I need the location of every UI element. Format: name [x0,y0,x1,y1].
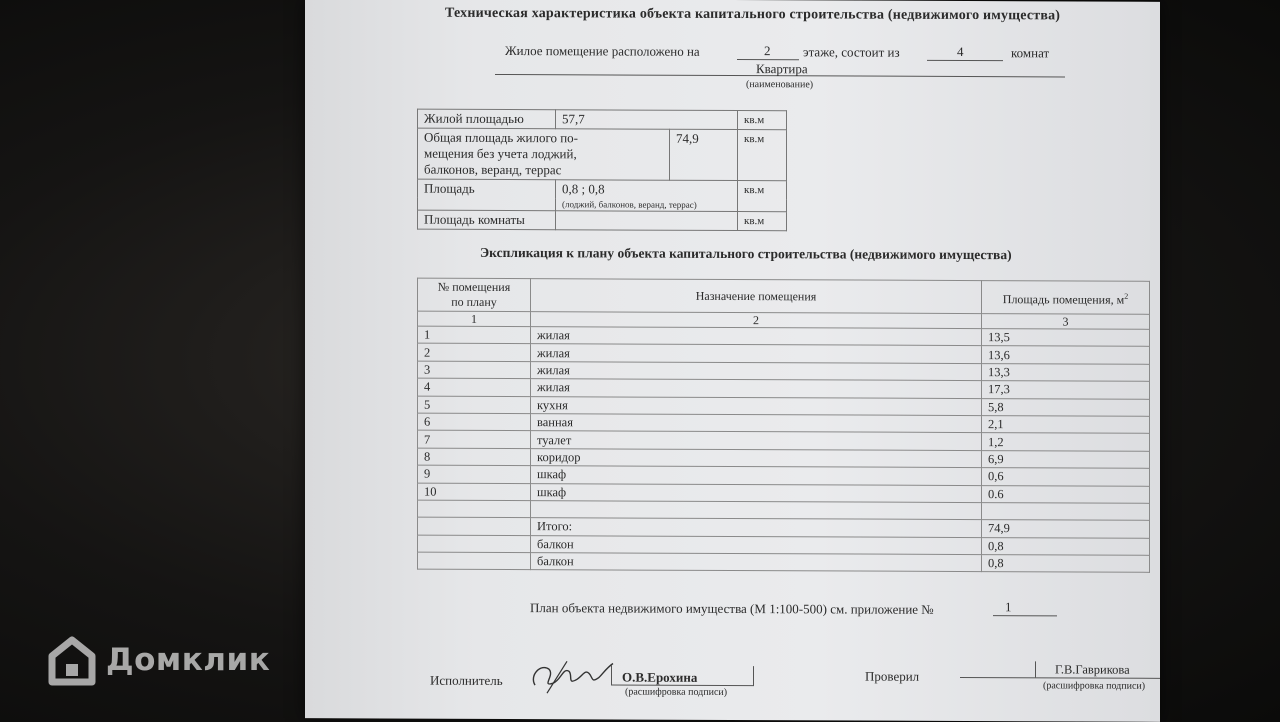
document-page [305,0,1160,722]
executor-caption: (расшифровка подписи) [625,686,728,698]
checker-name: Г.В.Гаврикова [1055,662,1130,677]
floor-suffix: этаже, состоит из [803,44,900,60]
cell-purpose: ванная [531,414,982,433]
total-area-unit: кв.м [738,130,787,181]
cell-area: 2,1 [982,416,1150,434]
plan-reference: План объекта недвижимого имущества (М 1:100-500) см. приложение № [530,600,934,617]
cell-num: 6 [418,413,531,431]
domclick-watermark [48,634,270,686]
table-row-balcony [418,552,1150,573]
col-purpose-header: Назначение помещения [531,279,982,314]
appendix-number: 1 [1005,599,1012,615]
floor-underline [737,59,799,60]
cell-num: 5 [418,396,531,414]
living-area-unit: кв.м [738,111,787,130]
cell-purpose: шкаф [531,466,982,485]
floor-value: 2 [764,43,771,59]
col-area-header: Площадь помещения, $м^2$ [982,281,1150,315]
object-name-caption: (наименование) [746,79,814,91]
total-area-label-line3: балконов, веранд, террас [424,161,562,178]
cell-num: 4 [418,378,531,396]
cell-purpose: балкон [531,535,982,554]
cell-area: 0,8 [982,537,1150,555]
executor-signature [527,655,617,697]
rooms-suffix: комнат [1011,45,1050,61]
living-area-label: Жилой площадью [418,109,556,129]
domclick-house-logo-icon [48,634,96,686]
cell-num: 3 [418,361,531,379]
cell-area: 0,8 [982,555,1150,573]
cell-area: 6,9 [982,450,1150,468]
executor-label: Исполнитель [430,672,503,688]
cell-purpose: жилая [531,361,982,380]
rooms-underline [927,60,1003,61]
explication-table [417,278,1150,574]
room-area-unit: кв.м [738,212,787,231]
total-area-label-line2: мещения без учета лоджий, [424,145,577,162]
cell-num: 8 [418,448,531,466]
cell-purpose: балкон [531,553,982,572]
location-prefix: Жилое помещение расположено на [505,43,700,59]
cell-purpose: коридор [531,448,982,467]
cell-num: 7 [418,430,531,448]
balcony-area-label: Площадь [418,179,556,198]
cell-area: 17,3 [982,381,1150,399]
appendix-underline [993,615,1057,616]
total-label: Итого: [531,518,982,537]
executor-name: О.В.Ерохина [622,669,698,685]
cell-purpose: жилая [531,344,982,363]
checker-label: Проверил [865,668,920,684]
cell-area: 1,2 [982,433,1150,451]
cell-purpose: кухня [531,396,982,415]
cell-area: 0.6 [982,485,1150,503]
explication-column-numbers: 1 2 3 [418,311,1150,329]
col-room-number-header: № помещения по плану [418,278,531,311]
rooms-value: 4 [957,43,964,60]
total-area-label [418,128,670,180]
explication-header-row [418,278,1150,314]
room-area-value [556,211,738,231]
cell-num: 10 [418,483,531,501]
object-name: Квартира [756,61,808,77]
cell-purpose: жилая [531,327,982,346]
cell-area: 0,6 [982,468,1150,486]
cell-area: 13,3 [982,363,1150,381]
cell-area: 13,6 [982,346,1150,364]
balcony-area-value: 0,8 ; 0,8 [556,180,738,199]
cell-purpose: жилая [531,379,982,398]
cell-num: 2 [418,344,531,362]
explication-title: Экспликация к плану объекта капитального строительства (недвижимого имущества) [480,244,1012,263]
cell-num: 1 [418,326,531,344]
domclick-brand-text: Домклик [106,642,271,678]
cell-num: 9 [418,465,531,483]
total-value: 74,9 [982,520,1150,538]
balcony-area-note: (лоджий, балконов, веранд, террас) [556,198,738,211]
document-title: Техническая характеристика объекта капитального строительства (недвижимого имущества) [445,5,1061,24]
cell-area: 13,5 [982,329,1150,347]
cell-purpose: туалет [531,431,982,450]
cell-purpose: шкаф [531,483,982,502]
total-area-label-line1: Общая площадь жилого по- [424,129,579,146]
room-area-label: Площадь комнаты [418,210,556,230]
total-area-value: 74,9 [670,129,738,180]
cell-area: 5,8 [982,398,1150,416]
balcony-area-unit: кв.м [738,181,787,200]
checker-caption: (расшифровка подписи) [1043,680,1146,692]
living-area-value: 57,7 [556,110,738,130]
area-table [417,109,787,232]
